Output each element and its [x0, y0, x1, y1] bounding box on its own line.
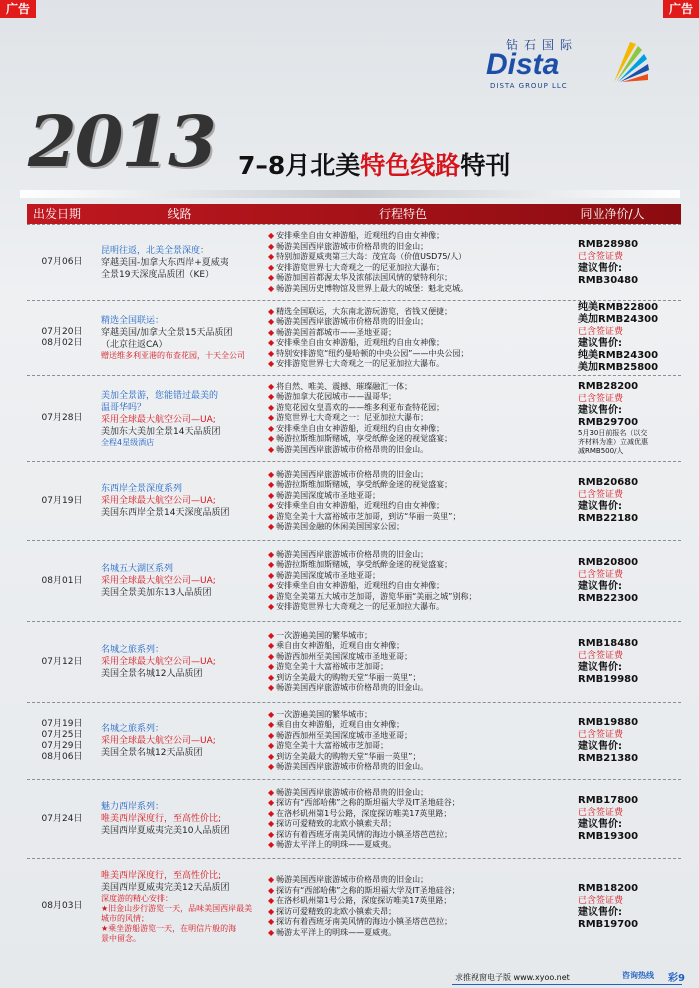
feature-item: ◆ 游览世界七大奇观之一：尼亚加拉大瀑布； [268, 413, 544, 424]
feature-item: ◆ 将自然、唯美、震撼、璀璨融汇一体； [268, 382, 544, 393]
departure-date: 08月02日 [41, 338, 83, 348]
departure-date: 07月06日 [41, 257, 83, 267]
price-line: 已含签证费 [578, 490, 624, 500]
price-info [544, 703, 681, 779]
route-line: 采用全球最大航空公司—UA; [101, 576, 216, 586]
route-line: 美国东西岸全景14天深度品质团 [101, 508, 230, 518]
route-line: 全程4星级酒店 [101, 437, 155, 447]
feature-item: ◆ 到访全美最大的购物天堂“华丽一英里”； [268, 673, 544, 684]
price-info [544, 780, 681, 858]
route-line: 东西岸全景深度系列 [101, 484, 183, 494]
route-line: 穿越美国-加拿大东西岸+夏威夷 [101, 257, 229, 268]
feature-item: ◆ 安排游览世界七大奇观之一的尼亚加拉大瀑布； [268, 263, 544, 274]
header-price: 同业净价/人 [580, 207, 645, 221]
price-line: 建议售价: [578, 662, 622, 673]
feature-item: ◆ 安排乘坐自由女神游船，近观纽约自由女神像； [268, 581, 544, 592]
price-line: 建议售价: [578, 405, 622, 416]
price-line: 建议售价: [578, 819, 622, 830]
logo-en: Dista [486, 48, 560, 81]
feature-item: ◆ 畅游美国深度城市圣地亚哥； [268, 571, 544, 582]
price-line: 建议售价: [578, 581, 622, 592]
feature-item: ◆ 乘自由女神游船，近观自由女神像； [268, 720, 544, 731]
feature-item: ◆ 畅游美国西岸旅游城市价格昂贵的旧金山； [268, 242, 544, 253]
itinerary-features [262, 225, 544, 300]
dista-logo [486, 36, 666, 96]
ad-label-right: 广告 [663, 0, 699, 18]
route-line: 昆明往返，北美全景深度： [101, 245, 210, 256]
route-line: 全景19天深度品质团（KE） [101, 269, 215, 280]
headline-highlight: 特色线路 [360, 151, 461, 180]
itinerary-features [262, 541, 544, 621]
feature-item: ◆ 畅游美国深度城市圣地亚哥； [268, 491, 544, 502]
price-line: RMB18480 [578, 638, 639, 649]
route-line: 美国全景名城12天品质团 [101, 748, 203, 758]
feature-item: ◆ 特别加游夏威夷第三大岛：茂宜岛（价值USD75/人） [268, 252, 544, 263]
feature-item: ◆ 探访有“西部哈佛”之称的斯坦福大学及IT圣地硅谷； [268, 886, 544, 897]
feature-item: ◆ 到访全美最大的购物天堂“华丽一英里”； [268, 752, 544, 763]
feature-item: ◆ 安排乘坐自由女神游船，近观纽约自由女神像； [268, 424, 544, 435]
itinerary-features [262, 301, 544, 375]
route-line: （北京往返CA） [101, 340, 168, 350]
departure-date: 08月01日 [41, 575, 83, 586]
route-line: 唯美西岸深度行，至高性价比; [101, 870, 222, 881]
price-line: 建议售价: [578, 501, 622, 512]
feature-item: ◆ 畅游美国金融的休闲美国国家公园； [268, 522, 544, 533]
route-info [97, 703, 262, 779]
itinerary-features [262, 780, 544, 858]
price-line: RMB29700 [578, 417, 639, 428]
departure-dates [27, 859, 97, 954]
route-line: 采用全球最大航空公司—UA; [101, 657, 216, 667]
route-line: 穿越美国/加拿大全景15天品质团 [101, 328, 233, 338]
itinerary-features [262, 703, 544, 779]
logo-cn: 钻石国际 [506, 38, 579, 52]
price-line: 已含签证费 [578, 895, 624, 906]
price-line: 纯美RMB24300 [578, 350, 659, 361]
feature-item: ◆ 探访有着西班牙南美风情的海边小镇圣塔芭芭拉； [268, 830, 544, 841]
price-line: 已含签证费 [578, 730, 624, 740]
table-row [27, 702, 681, 779]
price-line: 纯美RMB22800 [578, 302, 659, 313]
price-line: RMB19980 [578, 674, 639, 685]
feature-item: ◆ 畅游美国西岸旅游城市价格昂贵的旧金山； [268, 788, 544, 799]
price-line: RMB19880 [578, 717, 639, 728]
departure-dates [27, 301, 97, 375]
price-line: 已含签证费 [578, 808, 624, 818]
table-row [27, 300, 681, 375]
price-line: RMB19300 [578, 831, 639, 842]
route-line: 名城之旅系列： [101, 724, 165, 734]
departure-date: 08月03日 [41, 901, 83, 911]
feature-item: ◆ 游览全美十大富裕城市芝加哥，到访“华丽一英里”； [268, 512, 544, 523]
feature-item: ◆ 畅游西加州至美国深度城市圣地亚哥； [268, 731, 544, 742]
price-info [544, 376, 681, 461]
header-features: 行程特色 [378, 207, 427, 221]
feature-item: ◆ 畅游加拿大花园城市——温哥华； [268, 392, 544, 403]
feature-item: ◆ 游览花园女皇喜欢的——维多利亚布查特花园； [268, 403, 544, 414]
feature-item: ◆ 探访有“西部哈佛”之称的斯坦福大学及IT圣地硅谷； [268, 798, 544, 809]
price-line: RMB20800 [578, 557, 639, 568]
departure-date: 07月12日 [41, 656, 83, 667]
departure-date: 07月24日 [41, 813, 83, 824]
table-row [27, 461, 681, 540]
route-line: 美加全景游，您能错过最美的 [101, 390, 219, 401]
page-number: 彩9 [668, 973, 685, 984]
route-line: 深度游的精心安排： [101, 893, 173, 903]
feature-item: ◆ 乘自由女神游船，近观自由女神像； [268, 641, 544, 652]
feature-item: ◆ 畅游美国西岸旅游城市价格昂贵的旧金山。 [268, 762, 544, 773]
price-info [544, 225, 681, 300]
departure-date: 07月19日 [41, 719, 83, 729]
feature-item: ◆ 畅游太平洋上的明珠——夏威夷。 [268, 928, 544, 939]
logo-sub: DISTA GROUP LLC [490, 82, 568, 90]
price-line: 建议售价: [578, 906, 622, 918]
price-line: 建议售价: [578, 262, 622, 274]
departure-date: 07月19日 [41, 495, 83, 506]
price-line: 已含签证费 [578, 394, 624, 404]
departure-dates [27, 541, 97, 621]
price-line: RMB19700 [578, 918, 639, 930]
price-line: 建议售价: [578, 741, 622, 752]
route-info [97, 462, 262, 540]
feature-item: ◆ 安排游览世界七大奇观之一的尼亚加拉大瀑布。 [268, 602, 544, 613]
departure-dates [27, 622, 97, 702]
route-line: 城市的风情； [101, 913, 149, 923]
route-line: ★乘坐游船游览一天，在明信片般的海 [101, 923, 237, 933]
price-line: 建议售价: [578, 338, 622, 349]
price-info [544, 622, 681, 702]
departure-date: 07月28日 [41, 413, 83, 423]
feature-item: ◆ 畅游美国西岸旅游城市价格昂贵的旧金山。 [268, 445, 544, 456]
feature-item: ◆ 畅游美国西岸旅游城市价格昂贵的旧金山。 [268, 683, 544, 694]
route-info [97, 859, 262, 954]
route-info [97, 301, 262, 375]
route-line: 美国西岸夏威夷完美12天品质团 [101, 882, 230, 893]
table-row [27, 858, 681, 954]
footer-divider [452, 984, 682, 985]
price-line: RMB22300 [578, 593, 639, 604]
price-line: 美加RMB24300 [578, 314, 659, 325]
feature-item: ◆ 特别安排游览“纽约曼哈顿的中央公园”——中央公园； [268, 349, 544, 360]
price-info [544, 301, 681, 375]
feature-item: ◆ 畅游拉斯维加斯赌城，享受纸醉金迷的视觉盛宴； [268, 434, 544, 445]
itinerary-features [262, 376, 544, 461]
table-row [27, 621, 681, 702]
feature-item: ◆ 畅游美国西岸旅游城市价格昂贵的旧金山； [268, 470, 544, 481]
departure-date: 07月20日 [41, 327, 83, 337]
departure-dates [27, 462, 97, 540]
feature-item: ◆ 安排乘坐自由女神游船，近观纽约自由女神像； [268, 338, 544, 349]
departure-date: 07月25日 [41, 730, 83, 740]
feature-item: ◆ 安排乘坐自由女神游船，近观纽约自由女神像； [268, 231, 544, 242]
feature-item: ◆ 畅游美国西岸旅游城市价格昂贵的旧金山； [268, 317, 544, 328]
route-line: ★旧金山步行游览一天，品味美国西岸最美 [101, 903, 253, 913]
itinerary-features [262, 462, 544, 540]
price-line: RMB21380 [578, 753, 639, 764]
price-line: RMB28200 [578, 381, 639, 392]
feature-item: ◆ 安排游览世界七大奇观之一的尼亚加拉大瀑布。 [268, 359, 544, 370]
feature-item: ◆ 一次游遍美国的繁华城市； [268, 710, 544, 721]
price-line: 已含签证费 [578, 251, 624, 262]
route-line: 美国全景美加东13人品质团 [101, 588, 212, 598]
price-line: RMB30480 [578, 274, 639, 286]
itinerary-features [262, 622, 544, 702]
route-line: 魅力西岸系列： [101, 802, 165, 812]
footer-brand: 咨询热线 [622, 971, 654, 980]
feature-item: ◆ 在洛杉矶州第1号公路，深度探访唯美17英里路； [268, 809, 544, 820]
route-price-table [27, 204, 681, 943]
departure-date: 07月29日 [41, 741, 83, 751]
price-line: 已含签证费 [578, 651, 624, 661]
decorative-divider [20, 190, 680, 198]
footer-text: 求推视窗电子版 www.xyoo.net [455, 973, 570, 982]
route-line: 采用全球最大航空公司—UA; [101, 736, 216, 746]
feature-item: ◆ 探访可爱精致的北欧小镇索夫昂； [268, 819, 544, 830]
departure-dates [27, 225, 97, 300]
route-line: 美加东大美加全景14天品质团 [101, 426, 221, 437]
logo-fan-icon [610, 40, 650, 84]
price-line: 已含签证费 [578, 327, 624, 337]
route-line: 唯美西岸深度行，至高性价比; [101, 814, 222, 824]
table-row [27, 375, 681, 461]
feature-item: ◆ 精选全国联运，大东南北游玩游览，省钱又便捷； [268, 307, 544, 318]
feature-item: ◆ 畅游美国西岸旅游城市价格昂贵的旧金山； [268, 875, 544, 886]
feature-item: ◆ 畅游拉斯维加斯赌城，享受纸醉金迷的视觉盛宴； [268, 560, 544, 571]
feature-item: ◆ 探访可爱精致的北欧小镇索夫昂； [268, 907, 544, 918]
feature-item: ◆ 畅游美国西岸旅游城市价格昂贵的旧金山； [268, 550, 544, 561]
route-line: 美国全景名城12人品质团 [101, 669, 203, 679]
feature-item: ◆ 游览全美第五大城市芝加哥，游览华丽“美丽之城”别称； [268, 592, 544, 603]
route-info [97, 780, 262, 858]
route-line: 景中留念。 [101, 933, 141, 943]
route-info [97, 376, 262, 461]
route-line: 赠送维多利亚港的布查花园，十天全公司 [101, 351, 245, 360]
header-route: 线路 [167, 207, 192, 221]
table-header [27, 204, 681, 224]
itinerary-features [262, 859, 544, 954]
route-info [97, 622, 262, 702]
feature-item: ◆ 一次游遍美国的繁华城市； [268, 631, 544, 642]
price-line: 齐材料为准）立减优惠 [578, 438, 648, 446]
feature-item: ◆ 探访有着西班牙南美风情的海边小镇圣塔芭芭拉； [268, 917, 544, 928]
feature-item: ◆ 在洛杉矶州第1号公路，深度探访唯美17英里路； [268, 896, 544, 907]
price-line: RMB18200 [578, 882, 639, 894]
feature-item: ◆ 畅游太平洋上的明珠——夏威夷。 [268, 840, 544, 851]
departure-dates [27, 780, 97, 858]
price-line: RMB17800 [578, 795, 639, 806]
feature-item: ◆ 畅游拉斯维加斯赌城，享受纸醉金迷的视觉盛宴； [268, 480, 544, 491]
price-info [544, 462, 681, 540]
ad-label-left: 广告 [0, 0, 36, 18]
price-line: 5月30日前报名（以交 [578, 429, 648, 437]
price-line: RMB28980 [578, 238, 639, 250]
table-row [27, 540, 681, 621]
route-info [97, 225, 262, 300]
headline-post: 特刊 [460, 151, 511, 180]
departure-date: 08月06日 [41, 752, 83, 762]
page-headline [238, 146, 510, 182]
route-line: 名城之旅系列： [101, 645, 165, 655]
departure-dates [27, 703, 97, 779]
route-line: 温哥华吗？ [101, 402, 147, 413]
departure-dates [27, 376, 97, 461]
feature-item: ◆ 畅游美国首都城市——圣地亚哥； [268, 328, 544, 339]
feature-item: ◆ 畅游西加州至美国深度城市圣地亚哥； [268, 652, 544, 663]
feature-item: ◆ 畅游美国历史博物馆及世界上最大的城堡：魁北克城。 [268, 284, 544, 295]
feature-item: ◆ 游览全美十大富裕城市芝加哥； [268, 741, 544, 752]
route-line: 采用全球最大航空公司—UA; [101, 496, 216, 506]
page-footer [0, 966, 699, 988]
route-line: 美国西岸夏威夷完美10人品质团 [101, 826, 230, 836]
price-line: 美加RMB25800 [578, 362, 659, 373]
header-date: 出发日期 [33, 207, 82, 221]
route-info [97, 541, 262, 621]
table-row [27, 779, 681, 858]
route-line: 采用全球最大航空公司—UA; [101, 414, 216, 425]
price-line: RMB20680 [578, 477, 639, 488]
route-line: 名城五大湖区系列 [101, 564, 174, 574]
headline-pre: 7–8月北美 [238, 151, 361, 180]
feature-item: ◆ 游览全美十大富裕城市芝加哥； [268, 662, 544, 673]
route-line: 精选全国联运： [101, 316, 165, 326]
price-info [544, 859, 681, 954]
feature-item: ◆ 安排乘坐自由女神游船，近观纽约自由女神像； [268, 501, 544, 512]
price-line: 减RMB500/人 [578, 447, 624, 455]
feature-item: ◆ 畅游加国首都渥太华及浓郁法国风情的蒙特利尔； [268, 273, 544, 284]
table-row [27, 224, 681, 300]
price-line: 已含签证费 [578, 570, 624, 580]
price-info [544, 541, 681, 621]
year-title: 2013 [28, 100, 215, 183]
price-line: RMB22180 [578, 513, 639, 524]
